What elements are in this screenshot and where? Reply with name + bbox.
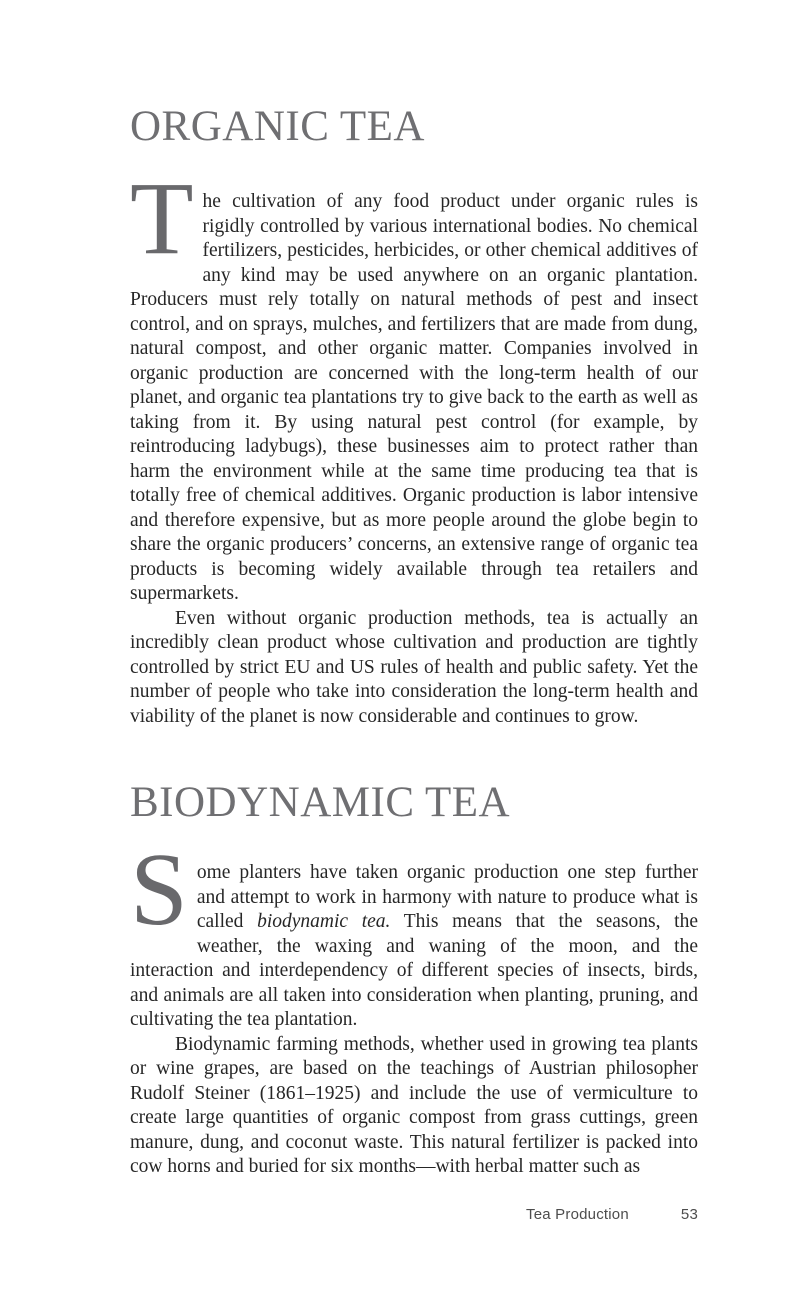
paragraph: Biodynamic farming methods, whether used in growing tea plants or wine grapes, are based on the teachings of Austrian philosopher Rudolf Steiner (1861–1925) and include the use of vermiculture to create large quantities of organic compost from grass cuttings, green manure, dung, and coconut waste. This natural fertilizer is packed into cow horns and buried for six months—with herbal matter such as <box>130 1033 698 1177</box>
biodynamic-tea-text-block <box>130 832 698 1180</box>
italic-phrase: biodynamic tea. <box>257 911 391 932</box>
paragraph-text: ome planters have taken organic production one step further and attempt to work in harmony with nature to produce what is called <box>196 862 698 932</box>
drop-cap-letter-t: T <box>130 161 194 276</box>
paragraph <box>130 832 698 1033</box>
page-footer <box>130 1206 698 1223</box>
paragraph-text: he cultivation of any food product under organic rules is rigidly controlled by various international bodies. No chemical fertilizers, pesticides, herbicides, or other chemical additives of any kind may be used anywhere on an organic plantation. Producers must rely totally on natural methods of pest and insect control, and on sprays, mulches, and fertilizers that are made from dung, natural compost, and other organic matter. Companies involved in organic production are concerned with the long-term health of our planet, and organic tea plantations try to give back to the earth as well as taking from it. By using natural pest control (for example, by reintroducing ladybugs), these businesses aim to protect rather than harm the environment while at the same time producing tea that is totally free of chemical additives. Organic production is labor intensive and therefore expensive, but as more people around the globe begin to share the organic producers’ concerns, an extensive range of organic tea products is becoming widely available through tea retailers and supermarkets. <box>130 191 698 604</box>
footer-page-number: 53 <box>680 1206 698 1223</box>
footer-section-label: Tea Production <box>526 1206 629 1223</box>
section-heading-organic-tea: ORGANIC TEA <box>130 103 425 150</box>
section-heading-biodynamic-tea: BIODYNAMIC TEA <box>130 779 511 826</box>
drop-cap-letter-s: S <box>130 832 188 947</box>
paragraph-text: This means that the seasons, the weather, the waxing and waning of the moon, and the interaction and interdependency of different species of insects, birds, and animals are all taken into consideration when planting, pruning, and cultivating the tea plantation. <box>130 911 698 1030</box>
paragraph: Even without organic production methods, tea is actually an incredibly clean product whose cultivation and production are tightly controlled by strict EU and US rules of health and public safety. Yet the number of people who take into consideration the long-term health and viability of the planet is now considerable and continues to grow. <box>130 607 698 727</box>
organic-tea-text-block <box>130 161 698 729</box>
paragraph <box>130 161 698 607</box>
